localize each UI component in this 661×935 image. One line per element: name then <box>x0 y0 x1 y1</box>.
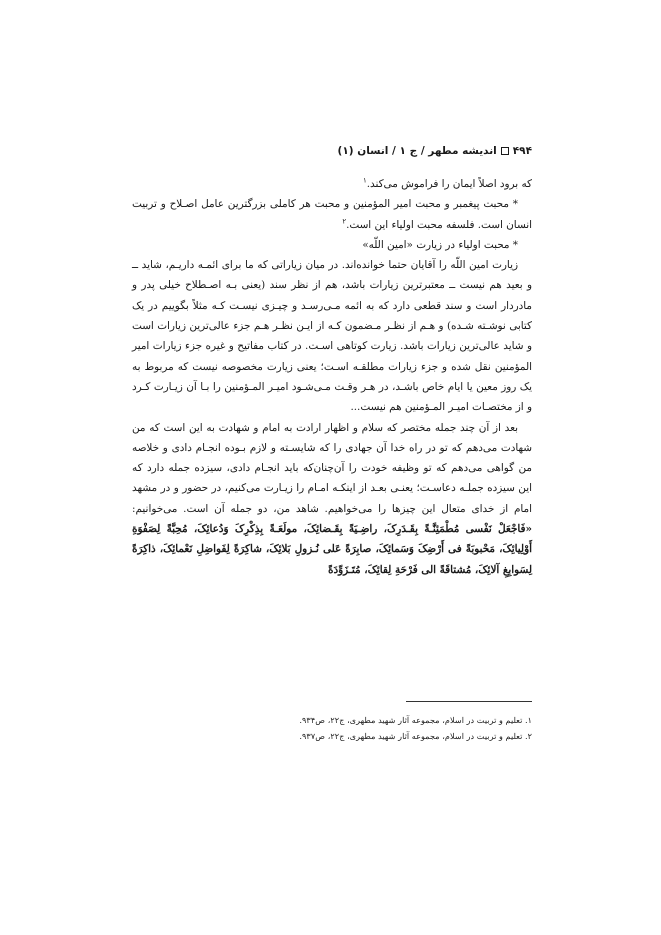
footnotes <box>132 712 532 744</box>
body-text <box>132 174 532 580</box>
paragraph-5-text: بعد از آن چند جمله مختصر که سلام و اظهار ارادت به امام و شهادت به این است که من شهادت می‌دهم که تو در راه خدا آن جهادی را که شایسـته و لازم بـوده انجـام دادی و خلاصه من گواهی می‌دهم که تو وظیفه خودت را آن‌چنان‌که باید انجـام دادی، سیزده جمله دارد که این سیزده جملـه دعاسـت؛ یعنـی بعـد از اینکـه امـام را زیـارت می‌کنیم، در حضور و در مشهد امام از خدای متعال این چیزها را می‌خواهیم. شاهد من، دو جمله آن است. می‌خوانیم: <box>132 421 532 515</box>
running-header <box>132 145 532 157</box>
running-title: اندیشه مطهر / ج ۱ / انسان (۱) <box>337 145 497 157</box>
paragraph-2-text: * محبت پیغمبر و محبت امیر المؤمنین و محبت هر کاملی بزرگترین عامل اصـلاح و تربیت انسان است. فلسفه محبت اولیاء این است. <box>132 198 532 231</box>
square-bullet-icon <box>501 147 509 155</box>
footnote-1: ۱. تعلیم و تربیت در اسلام، مجموعه آثار شهید مطهری، ج۲۲، ص۹۳۴. <box>299 715 532 725</box>
section-heading: * محبت اولیاء در زیارت «امین اللّه» <box>362 238 518 251</box>
paragraph-4: زیارت امین اللّه را آقایان حتما خوانده‌اند. در میان زیاراتی که ما برای ائمـه داریـم، شاید ــ و بعید هم نیست ــ معتبرترین زیارات باشد، هم از نظر سند (یعنی بـه اصـطلاح خیلی پدر و مادردار است و سند قطعی دارد که به ائمه مـی‌رسـد و چیـزی نیسـت کـه مثلاً بگوییم در یک کتابی نوشـته شـده) و هـم از نظـر مـضمون کـه از ایـن نظـر هـم جزء عالی‌ترین زیارات است و شاید عالی‌ترین زیارات باشد. زیارت کوتاهی اسـت. در کتاب مفاتیح و غیره جزء زیارات امیر المؤمنین نقل شده و جزء زیارات مطلقـه اسـت؛ یعنی زیارت مخصوصه نیست که مربوط به یک روز معین یا ایام خاص باشـد، در هـر وقـت مـی‌شـود امیـر المـؤمنین را بـا آن زیـارت کـرد و از مختصـات امیـر المـؤمنین هم نیست... <box>132 259 532 414</box>
footnote-2: ۲. تعلیم و تربیت در اسلام، مجموعه آثار شهید مطهری، ج۲۲، ص۹۳۷. <box>299 731 532 741</box>
paragraph-1 <box>132 174 532 194</box>
page-number: ۴۹۴ <box>512 145 532 157</box>
paragraph-2 <box>132 194 532 235</box>
paragraph-5 <box>132 418 532 580</box>
paragraph-1-text: که برود اصلاً ایمان را فراموش می‌کند. <box>366 178 532 190</box>
footnote-ref-1[interactable]: ۱ <box>362 176 367 185</box>
footnote-ref-2[interactable]: ۲ <box>342 217 347 226</box>
footnote-separator <box>406 701 532 702</box>
dua-quote: «فَاجْعَلْ نَفْسی مُطْمَئِنَّـةً بِقَـدَرِکَ، راضِـیَةً بِقَـضائِکَ، مولَعَـةً بِذِکْرِکَ وَدُعائِکَ، مُحِبَّةً لِصَفْوَةِ أَوْلِیائِکَ، مَحْبوبَةً فی أَرْضِکَ وَسَمائِکَ، صابِرَةً عَلی نُـزولِ بَلائِکَ، شاکِرَةً لِفَواضِلِ نَعْمائِکَ، ذاکِرَةً لِسَوابِغِ آلائِکَ، مُشتاقَةً الی فَرْحَةِ لِقائِکَ، مُتَـزَوِّدَةً <box>132 523 532 576</box>
book-page <box>132 0 532 935</box>
